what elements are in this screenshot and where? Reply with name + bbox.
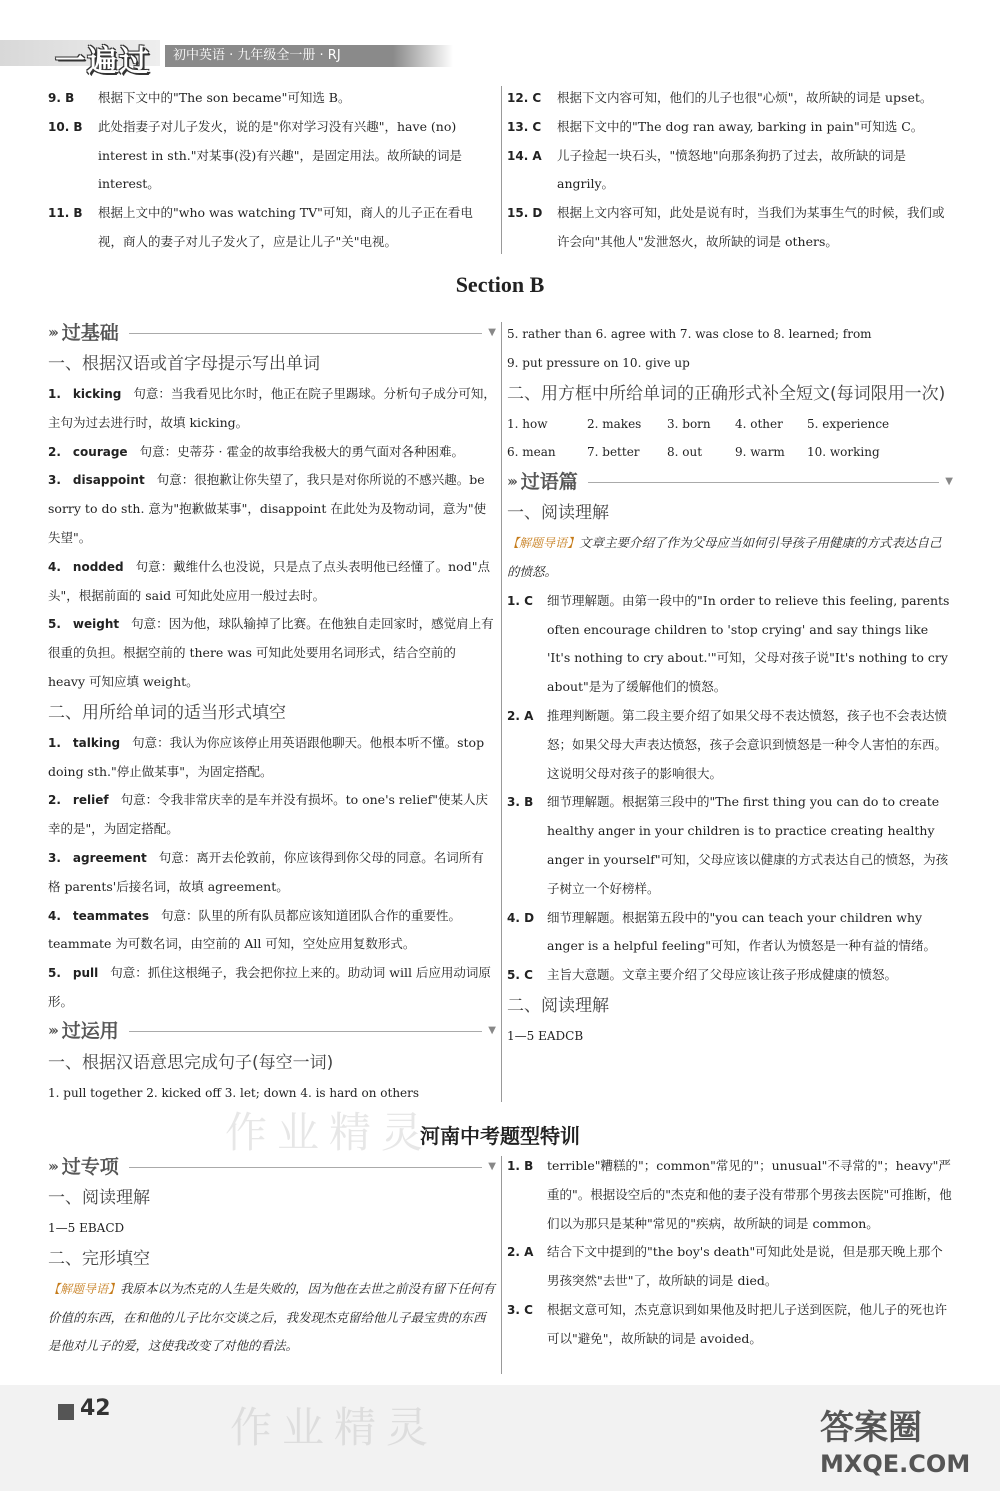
answer-word: disappoint	[72, 473, 145, 488]
answer-text: 句意：戴维什么也没说，只是点了点头表明他已经懂了。nod"点头"，根据前面的 said 可知此处应用一般过去时。	[48, 558, 490, 603]
guide-paragraph	[48, 1275, 496, 1361]
right-column	[507, 320, 953, 1051]
answer-number: 1. C	[507, 593, 533, 608]
answer-number: 3. C	[507, 1302, 533, 1317]
answer-number: 12. C	[507, 91, 542, 105]
answer-row	[507, 1152, 953, 1238]
section-title: Section B	[455, 272, 545, 297]
answer-text: 句意：抓住这根绳子，我会把你拉上来的。助动词 will 后应用动词原形。	[48, 965, 491, 1009]
corner-watermark: 答案圈	[820, 1408, 922, 1448]
answer-row: 5. weight 句意：因为他，球队输掉了比赛。在他独自走回家时，感觉肩上有很重的负担。根据空前的 there was 可知此处要用名词形式，结合空前的 heavy 可知应填 weight。	[48, 616, 494, 689]
page-number: 42	[80, 1396, 111, 1421]
answer-row: 5. pull 句意：抓住这根绳子，我会把你拉上来的。助动词 will 后应用动词原形。	[48, 965, 491, 1009]
category-label: 过专项	[61, 1155, 119, 1178]
column-divider	[501, 86, 502, 254]
top-right-answers	[507, 84, 953, 257]
grid-answer: 10. working	[807, 445, 880, 460]
answer-text: 结合下文中提到的"the boy's death"可知此处是说，但是那天晚上那个男孩突然"去世"了，故所缺的词是 died。	[547, 1244, 943, 1289]
answer-line: 5. rather than 6. agree with 7. was close to 8. learned; from	[507, 327, 872, 341]
category-label: 过基础	[61, 321, 119, 344]
subsection-title: 一、根据汉语意思完成句子(每空一词)	[48, 1052, 334, 1073]
answer-text: 根据下文中的"The dog ran away, barking in pain"可知选 C。	[557, 118, 924, 134]
answer-row	[507, 904, 953, 962]
answer-text: terrible"糟糕的"；common"常见的"；unusual"不寻常的"；heavy"严重的"。根据设空后的"杰克和他的妻子没有带那个男孩去医院"可推断，他们以为那只是某种"常见的"疾病，故所缺的词是 common。	[547, 1158, 952, 1231]
answer-word: pull	[72, 966, 99, 981]
header-band-fade	[393, 45, 453, 67]
answer-line: 1. pull together 2. kicked off 3. let; down 4. is hard on others	[48, 1085, 420, 1100]
grid-answer: 4. other	[735, 416, 783, 431]
category-label: 过运用	[61, 1020, 119, 1043]
triangle-icon: ▼	[488, 1160, 496, 1172]
chevrons-icon: ›››	[48, 324, 56, 341]
grid-answer: 8. out	[667, 445, 703, 460]
answer-text: 儿子捡起一块石头，"愤怒地"向那条狗扔了过去，故所缺的词是 angrily。	[557, 147, 907, 192]
grid-answer: 9. warm	[735, 445, 785, 460]
answer-row	[507, 961, 953, 990]
answer-text: 细节理解题。根据第五段中的"you can teach your children why anger is a helpful feeling"可知，作者认为愤怒是一种有益的情绪。	[547, 909, 936, 954]
answer-row	[507, 142, 953, 200]
grid-answer: 7. better	[587, 445, 640, 460]
answer-row	[507, 84, 953, 113]
category-header	[507, 467, 953, 497]
answer-text: 此处指妻子对儿子发火，说的是"你对学习没有兴趣"，have (no) interest in sth."对某事(没)有兴趣"，是固定用法。故所缺的词是 interest。	[98, 118, 462, 192]
answer-word: teammates	[72, 908, 150, 923]
corner-url: MXQE.COM	[820, 1450, 971, 1478]
subsection-title: 一、阅读理解	[48, 1188, 150, 1208]
answer-row: 4. nodded 句意：戴维什么也没说，只是点了点头表明他已经懂了。nod"点头"，根据前面的 said 可知此处应用一般过去时。	[48, 558, 490, 603]
answer-row	[507, 113, 953, 142]
guide-text: 我原本以为杰克的人生是失败的，因为他在去世之前没有留下任何有价值的东西，在和他的儿子比尔交谈之后，我发现杰克留给他儿子最宝贵的东西是他对儿子的爱，这使我改变了对他的看法。	[48, 1280, 496, 1354]
answer-number: 9. B	[48, 91, 75, 105]
answer-line: 1—5 EBACD	[48, 1221, 125, 1235]
answer-row	[507, 702, 953, 788]
answer-text: 根据文意可知，杰克意识到如果他及时把儿子送到医院，他儿子的死也许可以"避免"，故所缺的词是 avoided。	[547, 1301, 948, 1346]
answer-word: relief	[72, 793, 109, 808]
grid-answer: 5. experience	[807, 416, 890, 431]
guide-tag: 【解题导语】	[48, 1281, 121, 1296]
answer-number: 2. A	[507, 1245, 534, 1260]
category-header	[48, 318, 496, 348]
page-header	[0, 0, 1000, 78]
answer-word: weight	[72, 617, 120, 632]
answer-number: 14. A	[507, 148, 542, 163]
answer-text: 根据上文中的"who was watching TV"可知，商人的儿子正在看电视，商人的妻子对儿子发火了，应是让儿子"关"电视。	[98, 205, 473, 249]
subsection-title: 二、用所给单词的适当形式填空	[48, 702, 286, 723]
answer-row	[48, 84, 496, 113]
answer-row	[48, 113, 496, 199]
answer-text: 推理判断题。第二段主要介绍了如果父母不表达愤怒，孩子也不会表达愤怒；如果父母大声表达愤怒，孩子会意识到愤怒是一种令人害怕的东西。这说明父母对孩子的影响很大。	[547, 707, 948, 781]
header-band: 初中英语 · 九年级全一册 · RJ	[165, 45, 393, 67]
answer-text: 句意：令我非常庆幸的是车并没有损坏。to one's relief"使某人庆幸的是"，为固定搭配。	[48, 792, 489, 837]
answer-text: 根据上文内容可知，此处是说有时，当我们为某事生气的时候，我们或许会向"其他人"发泄怒火，故所缺的词是 others。	[557, 205, 945, 249]
grid-answer: 6. mean	[507, 445, 556, 460]
category-header	[48, 1017, 496, 1047]
answer-word: talking	[72, 735, 121, 750]
triangle-icon: ▼	[945, 475, 953, 487]
answer-row: 1. talking 句意：我认为你应该停止用英语跟他聊天。他根本听不懂。stop doing sth."停止做某事"，为固定搭配。	[48, 734, 485, 779]
answer-word: courage	[72, 444, 128, 459]
lower-right-column	[507, 1152, 953, 1354]
answer-word: nodded	[72, 559, 124, 574]
answer-number: 15. D	[507, 206, 543, 221]
answer-text: 句意：因为他，球队输掉了比赛。在他独自走回家时，感觉肩上有很重的负担。根据空前的 there was 可知此处要用名词形式，结合空前的 heavy 可知应填 weight。	[48, 616, 494, 689]
grid-answer: 3. born	[667, 416, 711, 431]
answer-number: 11. B	[48, 206, 83, 221]
answer-text: 根据下文内容可知，他们的儿子也很"心烦"，故所缺的词是 upset。	[557, 90, 933, 105]
answer-row: 1. kicking 句意：当我看见比尔时，他正在院子里踢球。分析句子成分可知，主句为过去进行时，故填 kicking。	[48, 386, 496, 430]
guide-text: 文章主要介绍了作为父母应当如何引导孩子用健康的方式表达自己的愤怒。	[507, 535, 942, 579]
answer-row: 4. teammates 句意：队里的所有队员都应该知道团队合作的重要性。teammate 为可数名词，由空前的 All 可知，空处应用复数形式。	[48, 907, 462, 952]
answer-row	[507, 199, 953, 257]
answer-text: 主旨大意题。文章主要介绍了父母应该让孩子形成健康的愤怒。	[547, 967, 898, 983]
answer-row	[507, 587, 953, 702]
answer-text: 细节理解题。根据第三段中的"The first thing you can do to create healthy anger in your children is to practice creating healthy anger in yourself"可知，父母应该以健康的方式表达自己的愤怒，为孩子树立一个好榜样。	[547, 794, 949, 896]
answer-number: 4. D	[507, 910, 535, 925]
category-label: 过语篇	[520, 470, 578, 493]
answer-line: 9. put pressure on 10. give up	[507, 355, 690, 370]
answer-number: 3. B	[507, 795, 534, 810]
answer-text: 句意：队里的所有队员都应该知道团队合作的重要性。teammate 为可数名词，由空前的 All 可知，空处应用复数形式。	[48, 907, 462, 952]
page-number-marker	[58, 1404, 74, 1420]
answer-number: 1. B	[507, 1159, 534, 1173]
answer-row	[507, 788, 953, 903]
answer-text: 句意：我认为你应该停止用英语跟他聊天。他根本听不懂。stop doing sth."停止做某事"，为固定搭配。	[48, 734, 485, 779]
answer-word: agreement	[72, 850, 147, 865]
triangle-icon: ▼	[488, 1025, 496, 1037]
answer-number: 10. B	[48, 119, 83, 134]
subsection-title: 二、完形填空	[48, 1248, 150, 1269]
lower-left-column	[48, 1152, 496, 1361]
triangle-icon: ▼	[488, 326, 496, 338]
answer-number: 5. C	[507, 968, 533, 983]
answer-row	[507, 1238, 953, 1296]
subsection-title: 二、用方框中所给单词的正确形式补全短文(每词限用一次)	[507, 383, 946, 404]
left-column	[48, 318, 496, 1108]
subsection-title: 二、阅读理解	[507, 995, 609, 1016]
answer-text: 句意：史蒂芬 · 霍金的故事给我极大的勇气面对各种困难。	[139, 443, 464, 459]
answer-row	[507, 1296, 953, 1354]
chevrons-icon: ›››	[48, 1023, 56, 1040]
answer-row	[48, 199, 496, 257]
watermark: 作业精灵	[225, 1108, 434, 1157]
answer-row: 2. relief 句意：令我非常庆幸的是车并没有损坏。to one's relief"使某人庆幸的是"，为固定搭配。	[48, 792, 489, 837]
answer-text: 句意：当我看见比尔时，他正在院子里踢球。分析句子成分可知，主句为过去进行时，故填 kicking。	[48, 386, 496, 430]
answer-number: 13. C	[507, 119, 542, 134]
chevrons-icon: ›››	[48, 1158, 56, 1175]
grid-answer: 1. how	[507, 416, 548, 431]
answer-text: 根据下文中的"The son became"可知选 B。	[98, 90, 351, 105]
column-divider	[501, 322, 502, 1102]
column-divider	[501, 1156, 502, 1374]
guide-paragraph	[507, 529, 953, 587]
subsection-title: 一、根据汉语或首字母提示写出单词	[48, 354, 320, 374]
grid-answer: 2. makes	[587, 416, 642, 431]
series-logo: 一遍过	[55, 44, 151, 79]
watermark: 作业精灵	[230, 1403, 439, 1452]
answer-text: 句意：很抱歉让你失望了，我只是对你所说的不感兴趣。be sorry to do sth. 意为"抱歉做某事"，disappoint 在此处为及物动词，意为"使失望"。	[48, 472, 487, 545]
answer-row: 3. agreement 句意：离开去伦敦前，你应该得到你父母的同意。名词所有格 parents'后接名词，故填 agreement。	[48, 849, 484, 894]
chevrons-icon: ›››	[507, 473, 515, 490]
answer-number: 2. A	[507, 708, 534, 723]
answer-row: 2. courage 句意：史蒂芬 · 霍金的故事给我极大的勇气面对各种困难。	[48, 443, 464, 459]
henan-title: 河南中考题型特训	[420, 1124, 580, 1148]
guide-tag: 【解题导语】	[507, 536, 580, 551]
answer-line: 1—5 EADCB	[507, 1028, 584, 1043]
answer-row: 3. disappoint 句意：很抱歉让你失望了，我只是对你所说的不感兴趣。be sorry to do sth. 意为"抱歉做某事"，disappoint 在此处为及物动词，意为"使失望"。	[48, 472, 487, 545]
subsection-title: 一、阅读理解	[507, 503, 609, 524]
answer-word: kicking	[72, 387, 122, 401]
word-answer-grid	[507, 410, 953, 468]
answer-text: 句意：离开去伦敦前，你应该得到你父母的同意。名词所有格 parents'后接名词，故填 agreement。	[48, 849, 484, 894]
top-left-answers	[48, 84, 496, 257]
answer-text: 细节理解题。由第一段中的"In order to relieve this feeling, parents often encourage children to 'stop crying' and say things like 'It's nothing to cry about.'"可知，父母对孩子说"It's nothing to cry about"是为了缓解他们的愤怒。	[547, 592, 950, 695]
